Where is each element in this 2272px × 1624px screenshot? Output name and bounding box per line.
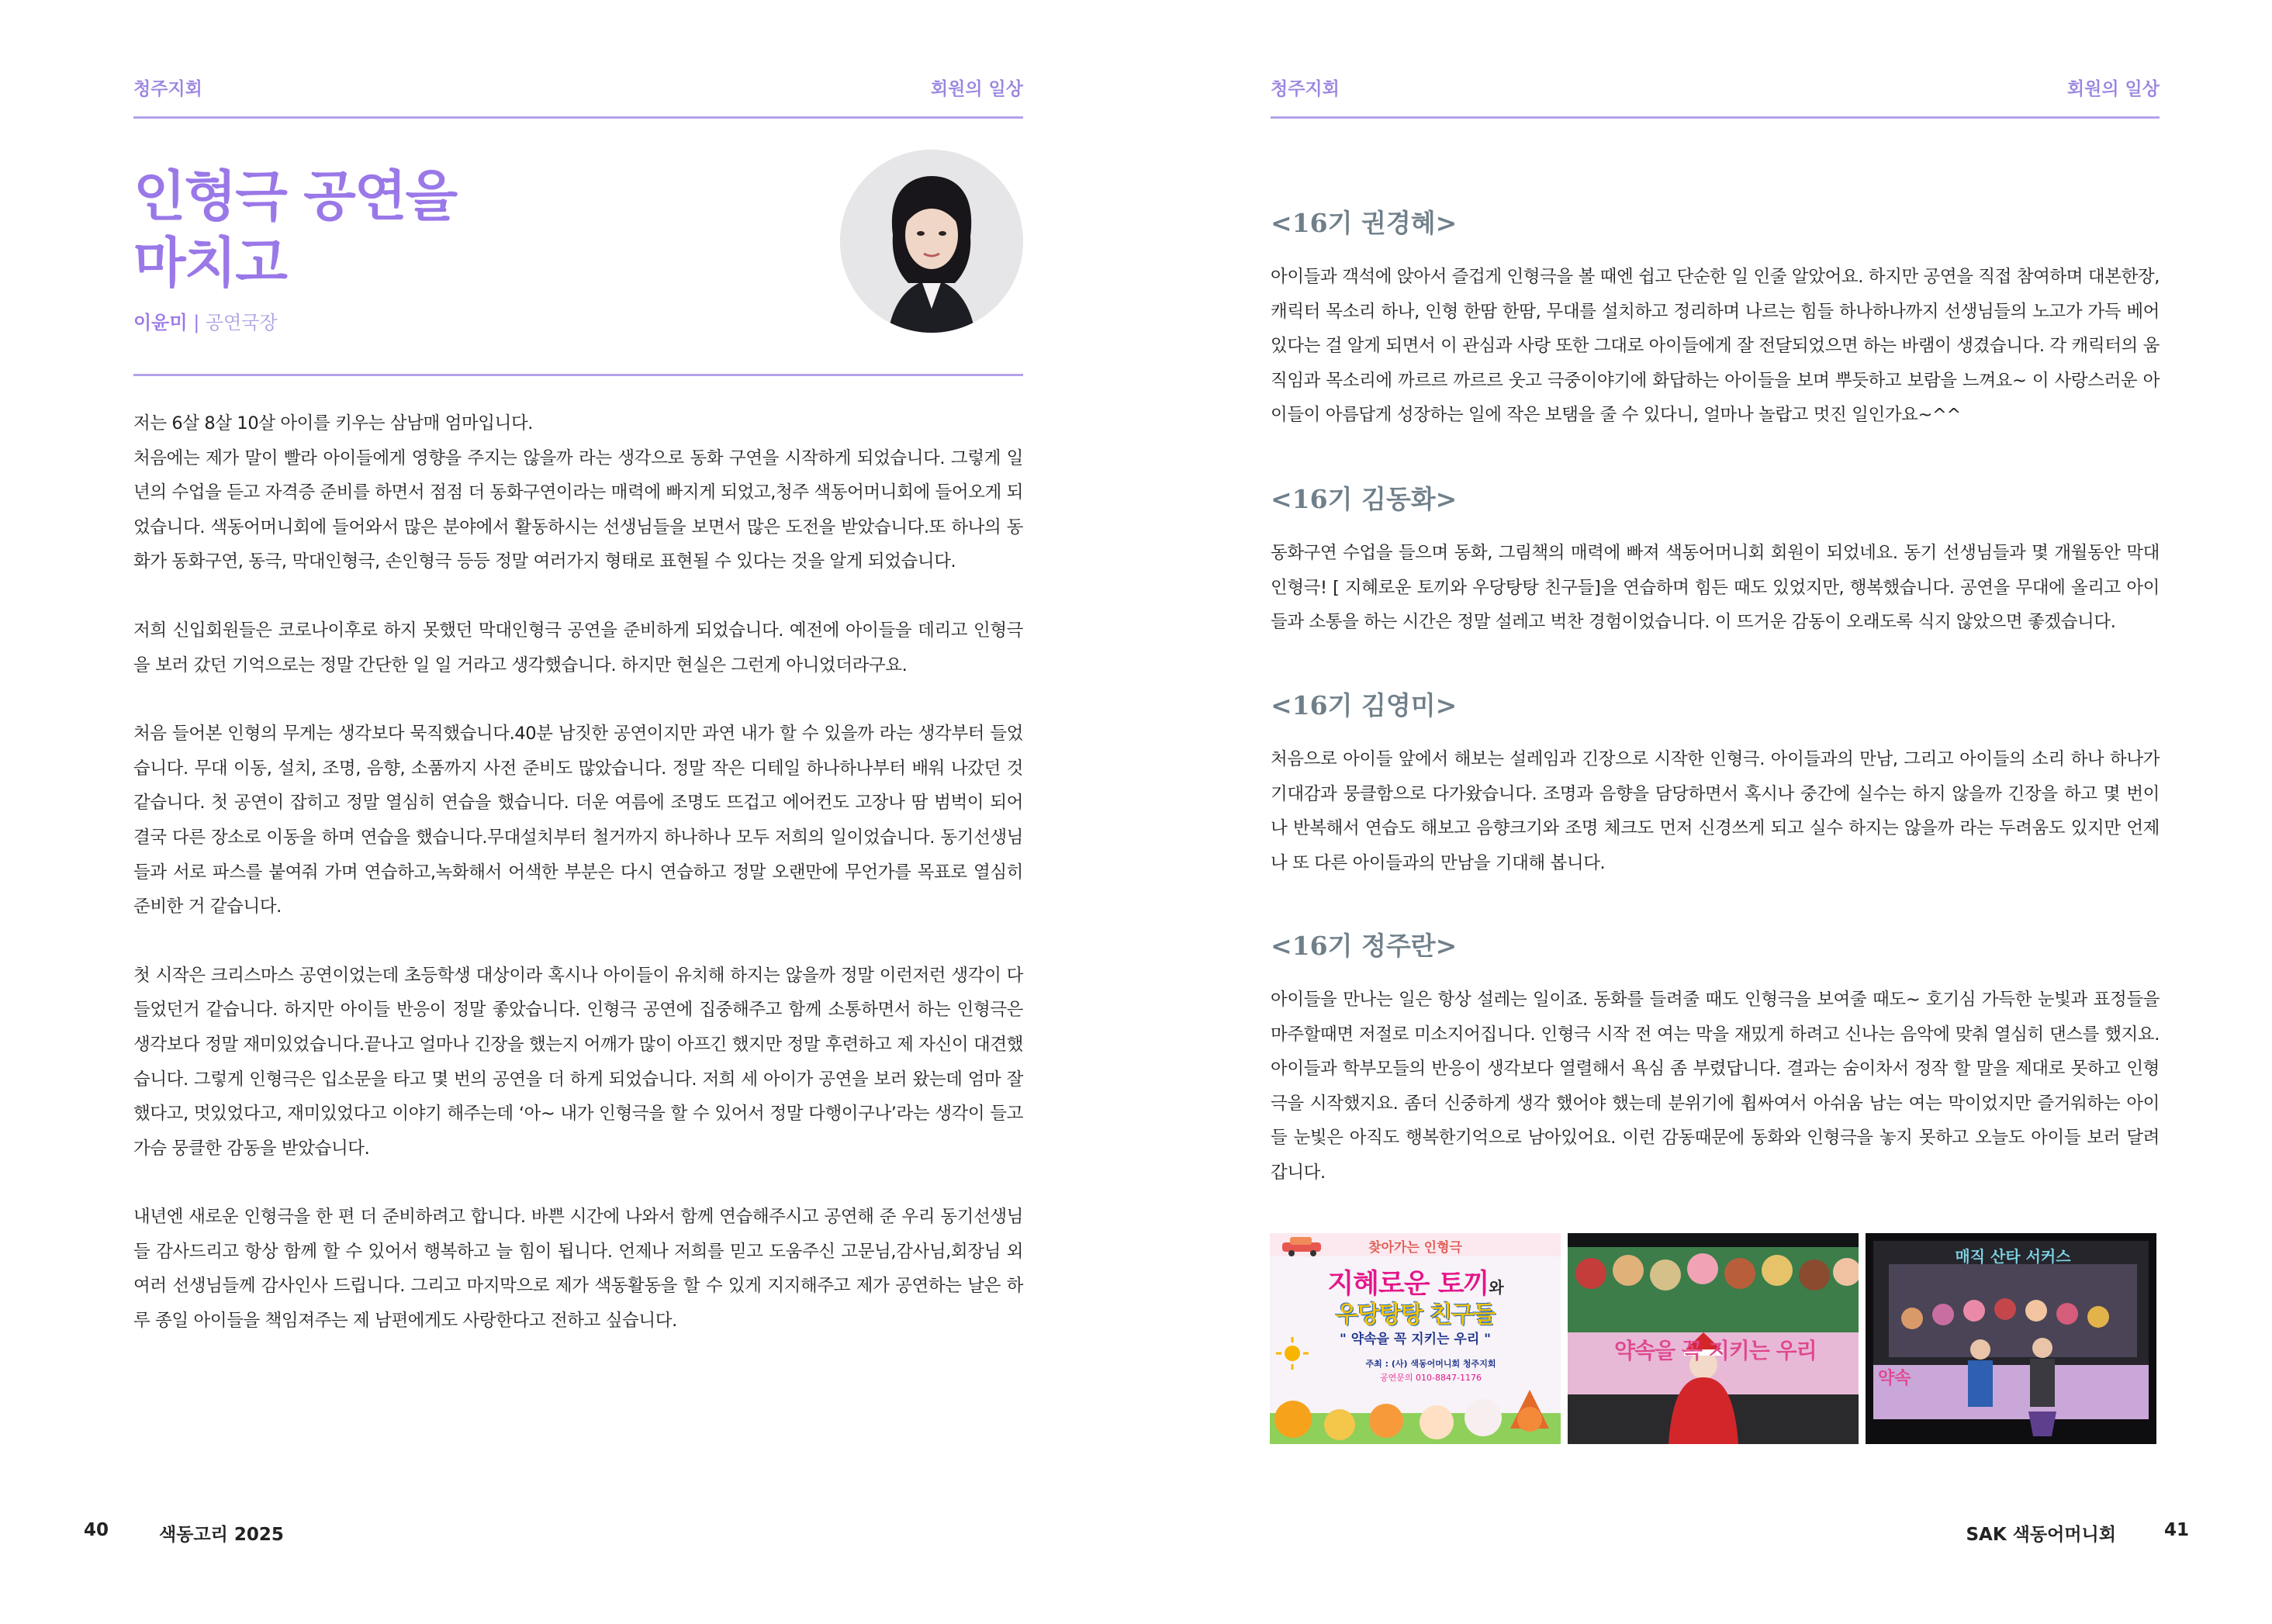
poster-subtitle: " 약속을 꼭 지키는 우리 " xyxy=(1339,1332,1492,1347)
article-title xyxy=(133,163,456,296)
section-title: <16기 정주란> xyxy=(1271,931,1458,961)
section-body: 아이들을 만나는 일은 항상 설레는 일이죠. 동화를 들려줄 때도 인형극을 보여줄 때도~ 호기심 가득한 눈빛과 표정들을 마주할때면 저절로 미소지어집니다. 인형극 시작 전 여는 막을 재밌게 하려고 신나는 음악에 맞춰 열심히 댄스를 했지요. 아이들과 학부모들의 반응이 생각보다 열렬해서 욕심 좀 부렸답니다. 결과는 숨이차서 정작 할 말을 제대로 못하고 인형극을 시작했지요. 좀더 신중하게 생각 했어야 했는데 분위기에 휩싸여서 아쉬움 남는 여는 막이었지만 즐거워하는 아이들 눈빛은 아직도 행복한기억으로 남아있어요. 이런 감동때문에 동화와 인형극을 놓지 못하고 오늘도 아이들 보러 달려갑니다. xyxy=(1271,990,2160,1183)
stage-banner-text: 약속을 꼭 지키는 우리 xyxy=(1614,1338,1817,1363)
body-paragraph-4: 첫 시작은 크리스마스 공연이었는데 초등학생 대상이라 혹시나 아이들이 유치해 하지는 않을까 정말 이런저런 생각이 다 들었던거 같습니다. 하지만 아이들 반응이 정말 좋았습니다. 인형극 공연에 집중해주고 함께 소통하면서 하는 인형극은 생각보다 정말 재미있었습니다.끝나고 얼마나 긴장을 했는지 어깨가 많이 아프긴 했지만 정말 후련하고 제 자신이 대견했습니다. 그렇게 인형극은 입소문을 타고 몇 번의 공연을 더 하게 되었습니다. 저희 세 아이가 공연을 보러 왔는데 엄마 잘했다고, 멋있었다고, 재미있었다고 이야기 해주는데 ‘아~ 내가 인형극을 할 수 있어서 정말 다행이구나’라는 생각이 들고 가슴 뭉클한 감동을 받았습니다. xyxy=(133,965,1023,1159)
body-paragraph-3: 처음 들어본 인형의 무게는 생각보다 묵직했습니다.40분 남짓한 공연이지만 과연 내가 할 수 있을까 라는 생각부터 들었습니다. 무대 이동, 설치, 조명, 음향, 소품까지 사전 준비도 많았습니다. 정말 작은 디테일 하나하나부터 배워 나갔던 것 같습니다. 첫 공연이 잡히고 정말 열심히 연습을 했습니다. 더운 여름에 조명도 뜨겁고 에어컨도 고장나 땀 범벅이 되어 결국 다른 장소로 이동을 하며 연습을 했습니다.무대설치부터 철거까지 하나하나 모두 저희의 일이었습니다. 동기선생님들과 서로 파스를 붙여줘 가며 연습하고,녹화해서 어색한 부분은 다시 연습하고 정말 오랜만에 무언가를 목표로 열심히 준비한 거 같습니다. xyxy=(133,724,1023,917)
poster-title-2: 우당탕탕 친구들 xyxy=(1335,1301,1496,1329)
testimonial-section-3 xyxy=(1271,686,2160,880)
poster-host: 주최 : (사) 색동어머니회 청주지회 xyxy=(1365,1359,1496,1369)
poster-title-conjunction: 와 xyxy=(1489,1278,1503,1297)
running-header-right: 회원의 일상 xyxy=(930,79,1023,99)
publication-title-right: SAK 색동어머니회 xyxy=(1966,1525,2116,1545)
section-body: 동화구연 수업을 들으며 동화, 그림책의 매력에 빠져 색동어머니회 회원이 되었네요. 동기 선생님들과 몇 개월동안 막대인형극! [ 지혜로운 토끼와 우당탕탕 친구들]을 연습하며 힘든 때도 있었지만, 행복했습니다. 공연을 무대에 올리고 아이들과 소통을 하는 시간은 정말 설레고 벅찬 경험이었습니다. 이 뜨거운 감동이 오래도록 식지 않았으면 좋겠습니다. xyxy=(1271,543,2160,633)
stage-banner-text: 약속 xyxy=(1878,1369,1911,1388)
author-role: 공연국장 xyxy=(205,312,278,333)
testimonial-section-2 xyxy=(1271,479,2160,640)
performance-photo-children xyxy=(1866,1233,2156,1444)
portrait-illustration xyxy=(840,150,1023,333)
page-number-right: 41 xyxy=(2164,1520,2190,1540)
poster-animals-illustration xyxy=(1270,1382,1561,1444)
body-paragraph-1: 저는 6살 8살 10살 아이를 키우는 삼남매 엄마입니다. 처음에는 제가 말이 빨라 아이들에게 영향을 주지는 않을까 라는 생각으로 동화 구연을 시작하게 되었습니다. 그렇게 일년의 수업을 듣고 자격증 준비를 하면서 점점 더 동화구연이라는 매력에 빠지게 되었고,청주 색동어머니회에 들어오게 되었습니다. 색동어머니회에 들어와서 많은 분야에서 활동하시는 선생님들을 보면서 많은 도전을 받았습니다.또 하나의 동화가 동화구연, 동극, 막대인형극, 손인형극 등등 정말 여러가지 형태로 표현될 수 있다는 것을 알게 되었습니다. xyxy=(133,413,1023,572)
puppet-show-poster xyxy=(1270,1233,1561,1444)
running-header-left-right-page: 청주지회 xyxy=(1271,79,1340,99)
article-body xyxy=(133,406,1023,1373)
author-separator: | xyxy=(187,312,206,333)
author-name: 이윤미 xyxy=(133,312,188,333)
testimonial-section-1 xyxy=(1271,203,2160,433)
author-portrait xyxy=(840,150,1023,333)
section-title: <16기 권경혜> xyxy=(1271,208,1458,238)
title-rule xyxy=(133,374,1023,376)
section-body: 처음으로 아이들 앞에서 해보는 설레임과 긴장으로 시작한 인형극. 아이들과의 만남, 그리고 아이들의 소리 하나 하나가 기대감과 뭉클함으로 다가왔습니다. 조명과 음향을 담당하면서 혹시나 중간에 실수는 하지 않을까 긴장을 하고 몇 번이나 반복해서 연습도 해보고 음향크기와 조명 체크도 먼저 신경쓰게 되고 실수 하지는 않을까 라는 두려움도 있지만 언제나 또 다른 아이들과의 만남을 기대해 봅니다. xyxy=(1271,749,2160,873)
section-title: <16기 김영미> xyxy=(1271,690,1458,720)
poster-title-main: 지혜로운 토끼 xyxy=(1327,1269,1489,1300)
title-line-2: 마치고 xyxy=(133,231,286,295)
performance-photo-santa xyxy=(1568,1233,1859,1444)
testimonial-section-4 xyxy=(1271,926,2160,1190)
running-header-left: 청주지회 xyxy=(133,79,202,99)
body-paragraph-2: 저희 신입회원들은 코로나이후로 하지 못했던 막대인형극 공연을 준비하게 되었습니다. 예전에 아이들을 데리고 인형극을 보러 갔던 기억으로는 정말 간단한 일 일 거라고 생각했습니다. 하지만 현실은 그런게 아니었더라구요. xyxy=(133,620,1023,676)
section-body: 아이들과 객석에 앉아서 즐겁게 인형극을 볼 때엔 쉽고 단순한 일 인줄 알았어요. 하지만 공연을 직접 참여하며 대본한장, 캐릭터 목소리 하나, 인형 한땀 한땀, 무대를 설치하고 정리하며 나르는 힘들 하나하나까지 선생님들의 노고가 가득 베어 있다는 걸 알게 되면서 이 관심과 사랑 또한 그대로 아이들에게 잘 전달되었으면 하는 바램이 생겼습니다. 각 캐릭터의 움직임과 목소리에 까르르 까르르 웃고 극중이야기에 화답하는 아이들을 보며 뿌듯하고 보람을 느껴요~ 이 사랑스러운 아이들이 아름답게 성장하는 일에 작은 보탬을 줄 수 있다니, 얼마나 놀랍고 멋진 일인가요~^^ xyxy=(1271,267,2160,426)
page-number-left: 40 xyxy=(84,1520,109,1540)
section-title: <16기 김동화> xyxy=(1271,484,1458,514)
stage-top-banner: 매직 산타 서커스 xyxy=(1955,1247,2071,1266)
running-header-right-right-page: 회원의 일상 xyxy=(2066,79,2160,99)
poster-contact: 공연문의 010-8847-1176 xyxy=(1380,1373,1482,1383)
header-rule-right-page xyxy=(1271,116,2160,119)
header-rule xyxy=(133,116,1023,119)
title-line-1: 인형극 공연을 xyxy=(133,164,457,228)
publication-title-left: 색동고리 2025 xyxy=(159,1525,284,1545)
poster-top-text: 찾아가는 인형극 xyxy=(1368,1240,1462,1256)
author-line xyxy=(133,307,278,334)
body-paragraph-5: 내년엔 새로운 인형극을 한 편 더 준비하려고 합니다. 바쁜 시간에 나와서 함께 연습해주시고 공연해 준 우리 동기선생님들 감사드리고 항상 함께 할 수 있어서 행복하고 늘 힘이 됩니다. 언제나 저희를 믿고 도움주신 고문님,감사님,회장님 외 여러 선생님들께 감사인사 드립니다. 그리고 마지막으로 제가 색동활동을 할 수 있게 지지해주고 제가 공연하는 날은 하루 종일 아이들을 책임져주는 제 남편에게도 사랑한다고 전하고 싶습니다. xyxy=(133,1207,1023,1332)
